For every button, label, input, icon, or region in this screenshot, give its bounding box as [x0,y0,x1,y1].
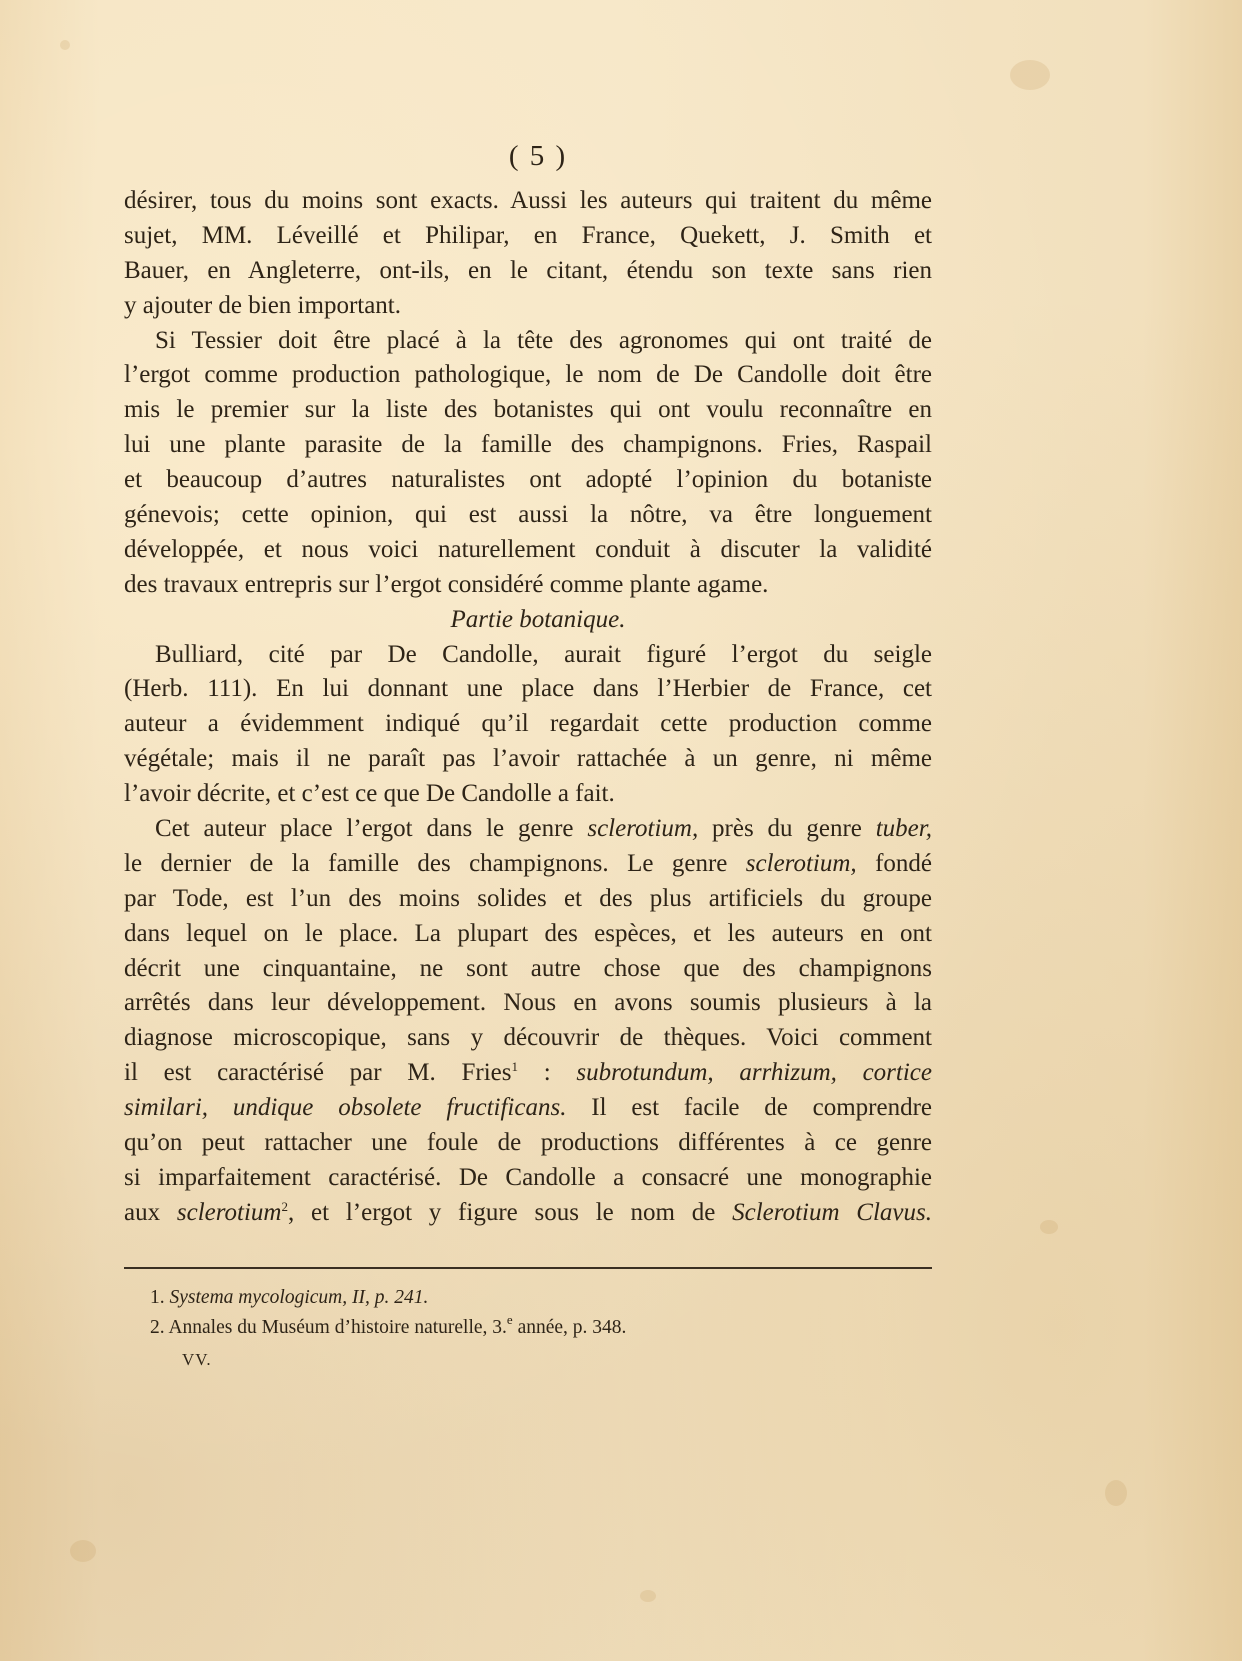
text-run: le dernier de la famille des champignons. Le genre [124,849,746,877]
paper-stain [1105,1480,1127,1506]
text-run: Il est facile de comprendre [566,1094,933,1122]
text-line: et beaucoup d’autres naturalistes ont adopté l’opinion du botaniste [124,466,932,494]
footnote-number: 1. [150,1287,165,1308]
paper-stain [1010,60,1050,90]
text-run: Cet auteur place l’ergot dans le genre [155,815,588,843]
printer-signature: VV. [182,1350,212,1369]
text-line: sujet, MM. Léveillé et Philipar, en France, Quekett, J. Smith et [124,221,932,249]
page-number: ( 5 ) [508,140,568,172]
text-line: Bulliard, cité par De Candolle, aurait figuré l’ergot du seigle [155,640,932,668]
footnote-text: Systema mycologicum, II, p. 241. [169,1287,429,1308]
text-line: y ajouter de bien important. [124,291,402,319]
text-line: développée, et nous voici naturellement conduit à discuter la validité [124,535,932,563]
text-line: lui une plante parasite de la famille des champignons. Fries, Raspail [124,431,932,459]
text-line: Bauer, en Angleterre, ont-ils, en le citant, étendu son texte sans rien [124,256,932,284]
genus-name: sclerotium [176,1198,282,1226]
footnote-text: Annales du Muséum d’histoire naturelle, 3. [168,1317,507,1338]
paper-stain [1040,1220,1058,1234]
species-name: Sclerotium Clavus. [732,1198,932,1226]
section-heading: Partie botanique. [450,605,626,633]
footnote-1 [150,1283,930,1313]
text-line: qu’on peut rattacher une foule de productions différentes à ce genre [124,1129,932,1157]
text-line: l’avoir décrite, et c’est ce que De Candolle a fait. [124,780,615,808]
paragraph [124,638,932,812]
footnote-2 [150,1313,930,1343]
footnote-text: année, p. 348. [512,1317,627,1338]
text-run: : [518,1059,577,1087]
text-run: aux [124,1198,177,1226]
text-line: l’ergot comme production pathologique, le nom de De Candolle doit être [124,361,932,389]
paper-stain [70,1540,96,1562]
paragraph [124,184,932,324]
text-line: génevois; cette opinion, qui est aussi la nôtre, va être longuement [124,501,932,529]
text-line: diagnose microscopique, sans y découvrir de thèques. Voici comment [124,1024,932,1052]
paper-stain [60,40,70,50]
footnote-ref: 1 [511,1059,518,1075]
text-run: il est caractérisé par M. Fries [124,1059,512,1087]
text-line [124,1056,932,1091]
text-run: fondé [856,849,933,877]
text-line: Si Tessier doit être placé à la tête des agronomes qui ont traité de [155,326,932,354]
text-line: dans lequel on le place. La plupart des espèces, et les auteurs en ont [124,919,932,947]
text-run: , et l’ergot y figure sous le nom de [288,1198,733,1226]
paragraph [124,812,932,1231]
genus-name: tuber, [875,815,932,843]
text-line: désirer, tous du moins sont exacts. Aussi les auteurs qui traitent du même [124,187,932,214]
text-line: décrit une cinquantaine, ne sont autre chose que des champignons [124,954,932,982]
text-line: des travaux entrepris sur l’ergot considéré comme plante agame. [124,570,769,598]
text-line: arrêtés dans leur développement. Nous en avons soumis plusieurs à la [124,989,932,1017]
text-line: par Tode, est l’un des moins solides et des plus artificiels du groupe [124,884,932,912]
footnote-number: 2. [150,1317,165,1338]
text-line [124,847,932,882]
latin-quote: subrotundum, arrhizum, cortice [576,1059,932,1087]
text-line [124,1091,932,1126]
text-line: si imparfaitement caractérisé. De Candolle a consacré une monographie [124,1163,932,1191]
text-run: près du genre [698,815,876,843]
text-line: (Herb. 111). En lui donnant une place dans l’Herbier de France, cet [124,675,932,703]
latin-quote: similari, undique obsolete fructificans. [124,1094,567,1122]
text-line: mis le premier sur la liste des botanistes qui ont voulu reconnaître en [124,396,932,424]
paper-stain [640,1590,656,1602]
genus-name: sclerotium, [587,815,699,843]
genus-name: sclerotium, [745,849,857,877]
footnote-ref: 2 [281,1198,288,1214]
paragraph [124,324,932,603]
text-line [124,1196,932,1231]
text-line: auteur a évidemment indiqué qu’il regardait cette production comme [124,710,932,738]
text-line [124,812,932,847]
body-text [124,184,932,1231]
footnotes [150,1283,930,1343]
text-line: végétale; mais il ne paraît pas l’avoir rattachée à un genre, ni même [124,745,932,773]
superscript: e [506,1312,513,1327]
footnote-separator [124,1267,932,1269]
